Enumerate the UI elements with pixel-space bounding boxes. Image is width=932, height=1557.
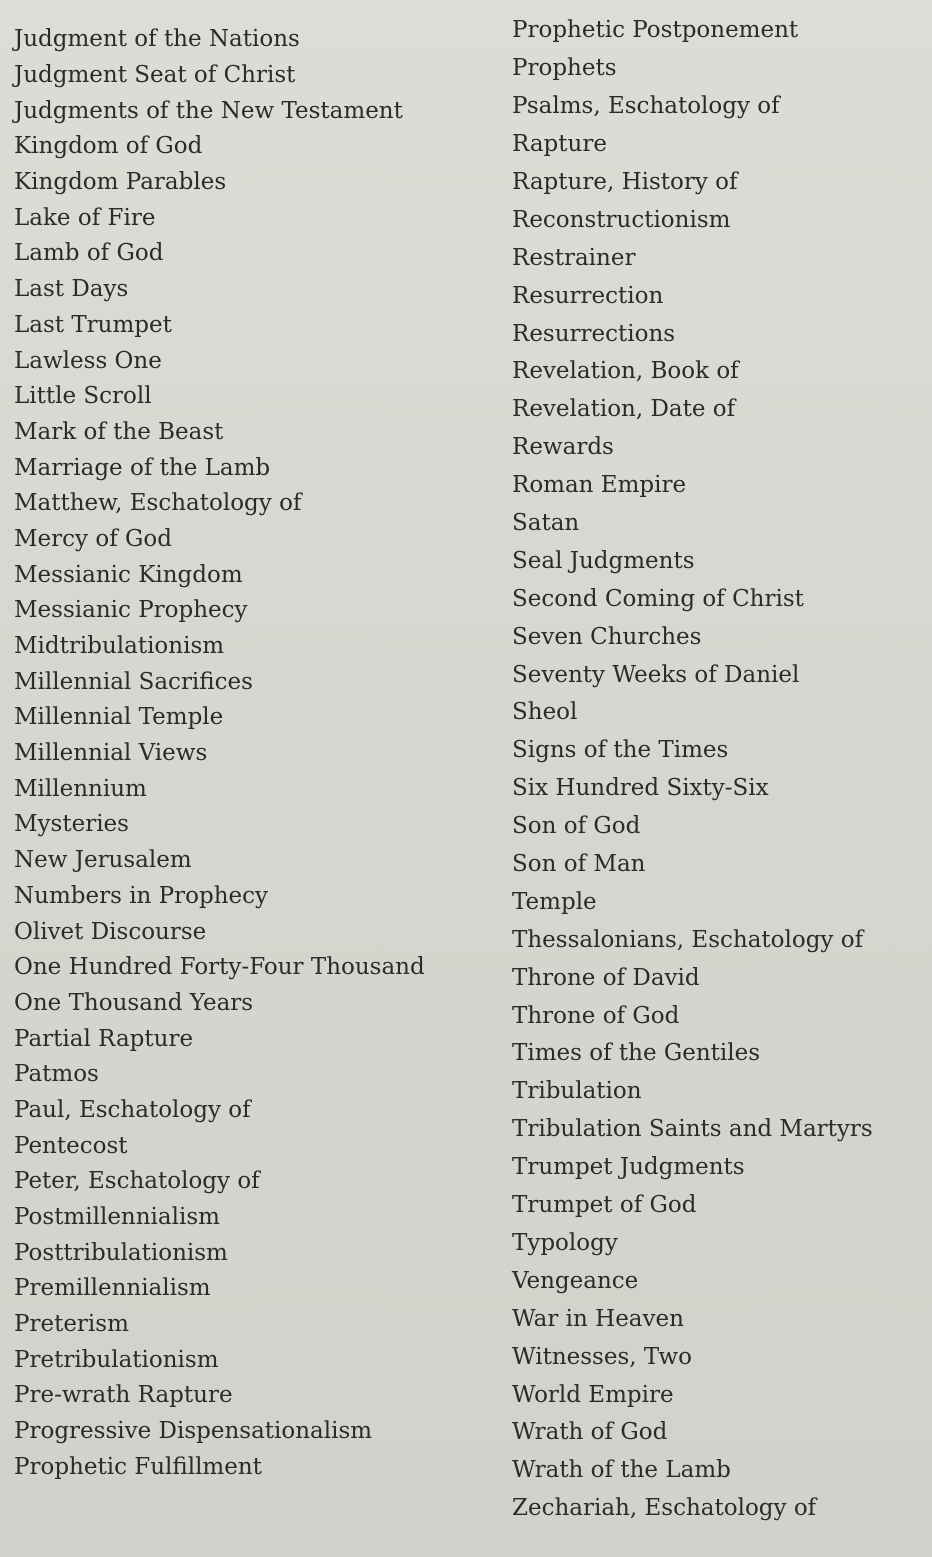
- index-entry: Revelation, Book of: [512, 358, 739, 385]
- index-entry: Psalms, Eschatology of: [512, 93, 780, 120]
- index-entry: Mercy of God: [14, 525, 172, 552]
- index-entry: Premillennialism: [14, 1275, 211, 1302]
- index-entry: Millennium: [14, 775, 147, 802]
- index-entry: Son of Man: [512, 851, 646, 878]
- index-entry: Times of the Gentiles: [512, 1040, 761, 1067]
- index-entry: Satan: [512, 510, 580, 537]
- index-entry: Prophetic Postponement: [512, 17, 799, 44]
- index-entry: Resurrection: [512, 282, 664, 309]
- index-entry: Mysteries: [14, 811, 129, 838]
- index-entry: Partial Rapture: [14, 1025, 194, 1052]
- index-entry: Marriage of the Lamb: [14, 454, 271, 481]
- index-entry: Preterism: [14, 1311, 129, 1338]
- index-entry: Typology: [512, 1229, 618, 1256]
- index-entry: War in Heaven: [512, 1305, 684, 1332]
- index-entry: Wrath of God: [512, 1419, 668, 1446]
- index-entry: Six Hundred Sixty-Six: [512, 775, 769, 802]
- index-entry: Messianic Kingdom: [14, 561, 243, 588]
- index-entry: Pentecost: [14, 1132, 128, 1159]
- index-entry: Judgment Seat of Christ: [14, 62, 296, 89]
- index-entry: Second Coming of Christ: [512, 585, 804, 612]
- index-entry: Revelation, Date of: [512, 396, 736, 423]
- index-entry: Resurrections: [512, 320, 676, 347]
- index-entry: Throne of David: [512, 964, 700, 991]
- index-entry: Trumpet of God: [512, 1192, 697, 1219]
- index-entry: Lake of Fire: [14, 204, 156, 231]
- index-entry: Roman Empire: [512, 472, 687, 499]
- index-column-left: [14, 22, 484, 1485]
- index-entry: Reconstructionism: [512, 206, 731, 233]
- index-entry: Millennial Views: [14, 740, 208, 767]
- index-entry: Temple: [512, 888, 597, 915]
- index-entry: New Jerusalem: [14, 847, 192, 874]
- index-entry: Seven Churches: [512, 623, 702, 650]
- index-entry: Kingdom Parables: [14, 169, 227, 196]
- index-entry: Posttribulationism: [14, 1239, 228, 1266]
- index-entry: Witnesses, Two: [512, 1343, 692, 1370]
- index-entry: Wrath of the Lamb: [512, 1457, 731, 1484]
- index-entry: Tribulation: [512, 1078, 642, 1105]
- index-entry: Patmos: [14, 1061, 99, 1088]
- index-entry: Last Days: [14, 276, 129, 303]
- index-entry: Prophets: [512, 55, 617, 82]
- index-entry: Peter, Eschatology of: [14, 1168, 260, 1195]
- index-entry: Rapture, History of: [512, 169, 738, 195]
- index-entry: World Empire: [512, 1381, 674, 1408]
- index-entry: Postmillennialism: [14, 1204, 220, 1231]
- index-entry: Progressive Dispensationalism: [14, 1418, 373, 1445]
- index-entry: Midtribulationism: [14, 633, 225, 660]
- index-entry: Mark of the Beast: [14, 418, 224, 445]
- index-entry: Signs of the Times: [512, 737, 729, 764]
- index-entry: Sheol: [512, 699, 578, 726]
- index-entry: Vengeance: [512, 1267, 639, 1294]
- index-entry: Pre-wrath Rapture: [14, 1382, 233, 1409]
- index-entry: Rewards: [512, 434, 614, 461]
- index-entry: Matthew, Eschatology of: [14, 490, 302, 517]
- index-entry: Pretribulationism: [14, 1346, 219, 1373]
- index-entry: Kingdom of God: [14, 133, 203, 160]
- index-entry: Lamb of God: [14, 240, 164, 267]
- index-entry: Restrainer: [512, 244, 636, 271]
- index-entry: Olivet Discourse: [14, 918, 207, 945]
- index-entry: Seventy Weeks of Daniel: [512, 661, 800, 688]
- index-entry: Little Scroll: [14, 383, 152, 410]
- index-entry: Tribulation Saints and Martyrs: [512, 1116, 873, 1143]
- index-entry: Throne of God: [512, 1002, 680, 1029]
- index-entry: Prophetic Fulfillment: [14, 1453, 262, 1480]
- index-entry: Millennial Temple: [14, 704, 224, 731]
- index-entry: One Thousand Years: [14, 989, 254, 1016]
- index-entry: Thessalonians, Eschatology of: [512, 926, 864, 953]
- index-entry: Last Trumpet: [14, 311, 172, 338]
- index-entry: Numbers in Prophecy: [14, 882, 269, 909]
- index-entry: Trumpet Judgments: [512, 1154, 745, 1181]
- index-entry: Lawless One: [14, 347, 162, 374]
- index-entry: Paul, Eschatology of: [14, 1096, 251, 1123]
- index-entry: Rapture: [512, 131, 607, 158]
- index-entry: Millennial Sacrifices: [14, 668, 253, 695]
- index-entry: Judgments of the New Testament: [14, 97, 403, 124]
- index-column-right: [512, 12, 922, 1528]
- index-entry: Messianic Prophecy: [14, 597, 248, 624]
- index-entry: Judgment of the Nations: [14, 26, 300, 53]
- index-entry: Zechariah, Eschatology of: [512, 1495, 817, 1522]
- index-entry: Son of God: [512, 813, 641, 840]
- index-entry: Seal Judgments: [512, 547, 695, 574]
- index-entry: One Hundred Forty-Four Thousand: [14, 954, 425, 981]
